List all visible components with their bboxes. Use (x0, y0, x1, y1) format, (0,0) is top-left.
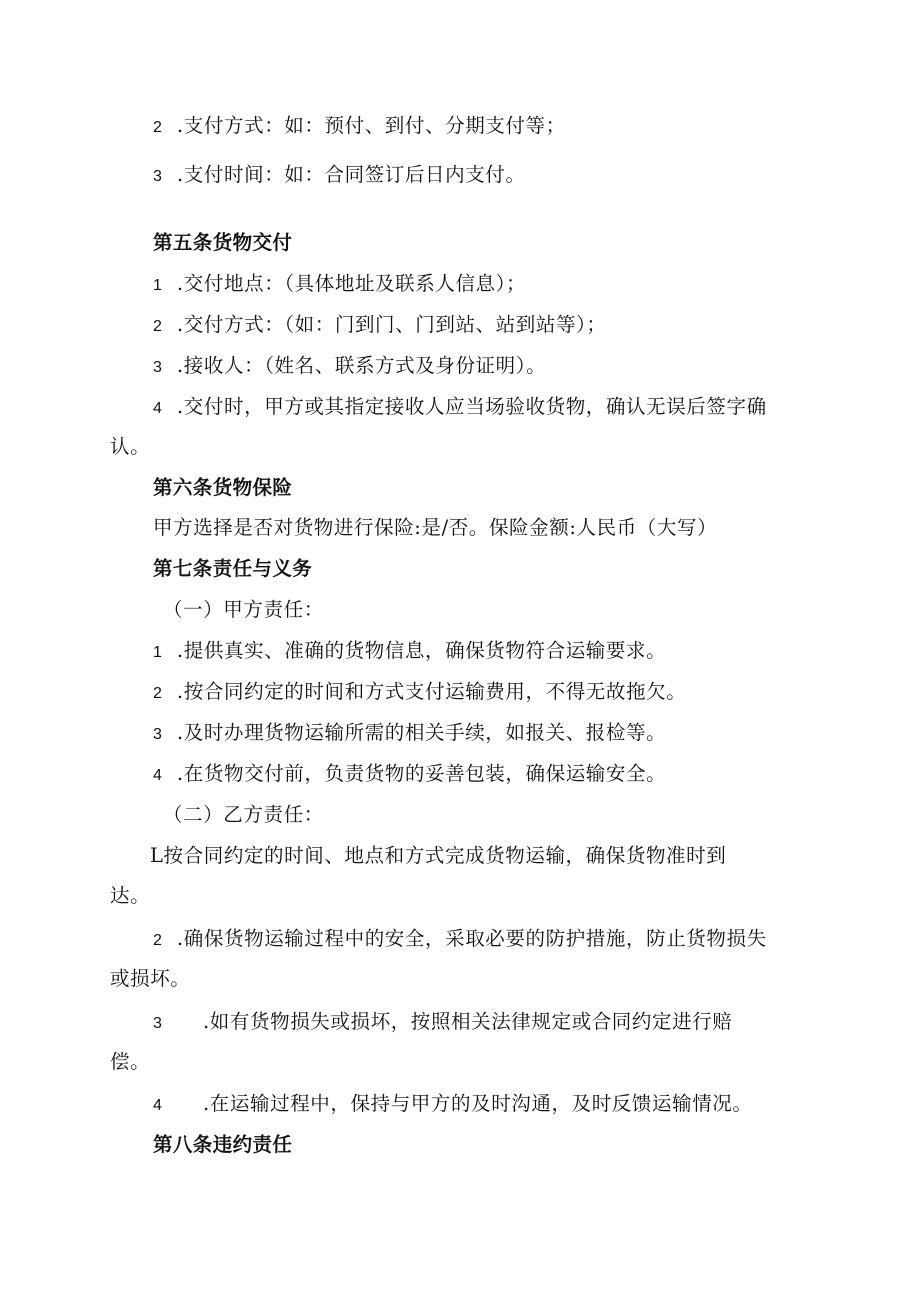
party-b-item-continuation: 或损坏。 (110, 967, 191, 990)
item-text: .提供真实、准确的货物信息，确保货物符合运输要求。 (177, 639, 667, 662)
party-b-item (153, 927, 767, 953)
party-b-subtitle: （二）乙方责任： (163, 803, 324, 826)
party-a-item (153, 680, 686, 706)
item-number: 2 (153, 119, 163, 136)
item-text: .如有货物损失或损坏，按照相关法律规定或合同约定进行赔 (203, 1010, 733, 1033)
party-a-item (153, 721, 666, 747)
section-6-title: 第六条货物保险 (153, 476, 293, 499)
party-b-item (153, 1092, 753, 1118)
item-number: 3 (153, 168, 163, 185)
item-number: 3 (153, 726, 163, 743)
item-text: .交付方式：（如：门到门、门到站、站到站等）； (177, 313, 607, 336)
insurance-paragraph: 甲方选择是否对货物进行保险:是/否。保险金额:人民币（大写） (153, 516, 718, 539)
section-7-title: 第七条责任与义务 (153, 557, 313, 580)
party-b-item: L按合同约定的时间、地点和方式完成货物运输，确保货物准时到 (150, 844, 727, 867)
section-5-title: 第五条货物交付 (153, 231, 293, 254)
item-number: 2 (153, 685, 163, 702)
item-number: 1 (153, 277, 163, 294)
delivery-location-item (153, 272, 526, 298)
item-number: 4 (153, 767, 163, 784)
item-number: 4 (153, 400, 163, 417)
party-a-subtitle: （一）甲方责任： (163, 598, 324, 621)
item-text: .接收人：（姓名、联系方式及身份证明）。 (177, 354, 547, 377)
acceptance-item (153, 395, 767, 421)
item-text: .在货物交付前，负责货物的妥善包装，确保运输安全。 (177, 762, 667, 785)
party-b-item-continuation: 偿。 (110, 1050, 151, 1073)
item-number: 3 (153, 359, 163, 376)
party-a-item (153, 762, 666, 788)
item-text: .及时办理货物运输所需的相关手续，如报关、报检等。 (177, 721, 667, 744)
delivery-method-item (153, 313, 607, 339)
party-b-item-continuation: 达。 (110, 884, 151, 907)
item-number: 4 (153, 1097, 163, 1114)
payment-time-item (153, 163, 526, 189)
payment-method-item (153, 114, 566, 140)
item-number: 3 (153, 1015, 163, 1032)
item-text: .确保货物运输过程中的安全，采取必要的防护措施，防止货物损失 (177, 927, 767, 950)
party-a-item (153, 639, 666, 665)
item-text: .支付方式：如：预付、到付、分期支付等； (177, 114, 566, 137)
acceptance-item-continuation: 认。 (110, 435, 151, 458)
item-number: 1 (153, 644, 163, 661)
item-text: .在运输过程中，保持与甲方的及时沟通，及时反馈运输情况。 (203, 1092, 753, 1115)
item-number: 2 (153, 932, 163, 949)
section-8-title: 第八条违约责任 (153, 1133, 293, 1156)
receiver-item (153, 354, 546, 380)
party-b-item (153, 1010, 732, 1036)
item-text: .交付地点：（具体地址及联系人信息）； (177, 272, 527, 295)
item-number: 2 (153, 318, 163, 335)
item-text: .交付时，甲方或其指定接收人应当场验收货物，确认无误后签字确 (177, 395, 767, 418)
item-text: .支付时间：如：合同签订后日内支付。 (177, 163, 526, 186)
item-text: .按合同约定的时间和方式支付运输费用，不得无故拖欠。 (177, 680, 687, 703)
